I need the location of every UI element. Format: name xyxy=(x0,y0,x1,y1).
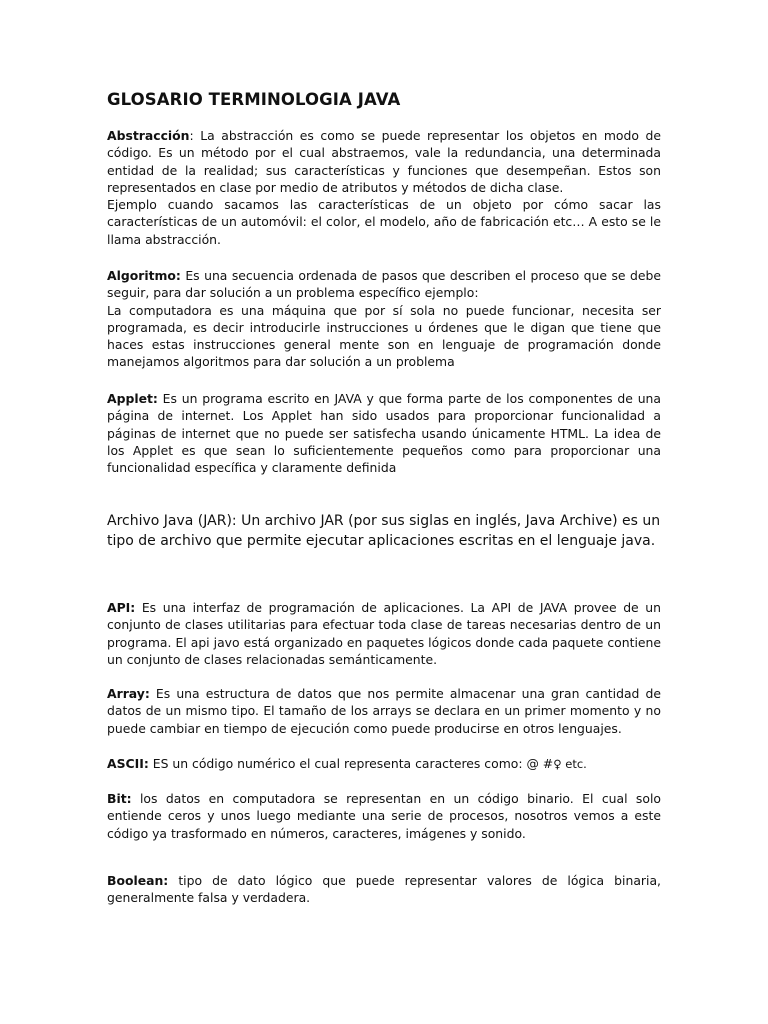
example-algoritmo: La computadora es una máquina que por sí sola no puede funcionar, necesita ser programada, es decir introducirle instrucciones u órdenes que le digan que tiene que haces estas instrucciones general mente son en lenguaje de programación donde manejamos algoritmos para dar solución a un problema xyxy=(107,302,661,370)
glossary-entry-array xyxy=(107,685,661,737)
term-boolean: Boolean: xyxy=(107,873,169,888)
definition-archivo-java: Archivo Java (JAR): Un archivo JAR (por sus siglas en inglés, Java Archive) es un tipo de archivo que permite ejecutar aplicaciones escritas en el lenguaje java. xyxy=(107,513,661,549)
term-bit: Bit: xyxy=(107,791,132,806)
glossary-entry-ascii xyxy=(107,755,661,773)
definition-algoritmo: Es una secuencia ordenada de pasos que describen el proceso que se debe seguir, para dar solución a un problema específico ejemplo: xyxy=(107,268,661,301)
term-ascii: ASCII: xyxy=(107,756,149,771)
term-api: API: xyxy=(107,600,136,615)
term-abstraccion: Abstracción xyxy=(107,128,190,143)
ascii-symbols: ♀ etc. xyxy=(553,757,587,771)
definition-applet: Es un programa escrito en JAVA y que forma parte de los componentes de una página de internet. Los Applet han sido usados para proporcionar funcionalidad a páginas de internet que no puede ser satisfecha usando únicamente HTML. La idea de los Applet es que sean lo suficientemente pequeños como para proporcionar una funcionalidad específica y claramente definida xyxy=(107,391,661,476)
glossary-entry-api xyxy=(107,599,661,668)
glossary-entry-boolean xyxy=(107,872,661,907)
term-algoritmo: Algoritmo: xyxy=(107,268,181,283)
definition-ascii: ES un código numérico el cual representa caracteres como: @ # xyxy=(148,756,554,771)
glossary-entry-abstraccion xyxy=(107,127,661,248)
document-title: GLOSARIO TERMINOLOGIA JAVA xyxy=(107,90,401,109)
definition-abstraccion: La abstracción es como se puede representar los objetos en modo de código. Es un método por el cual abstraemos, vale la redundancia, una determinada entidad de la realidad; sus características y funciones que desempeñan. Estos son representados en clase por medio de atributos y métodos de dicha clase. xyxy=(107,128,661,195)
definition-boolean: tipo de dato lógico que puede representar valores de lógica binaria, generalmente falsa y verdadera. xyxy=(107,873,661,906)
glossary-entry-archivo-java xyxy=(107,512,661,551)
term-applet: Applet: xyxy=(107,391,158,406)
definition-bit: los datos en computadora se representan en un código binario. El cual solo entiende ceros y unos luego mediante una serie de procesos, nosotros vemos a este código ya trasformado en números, caracteres, imágenes y sonido. xyxy=(107,791,661,841)
glossary-entry-applet xyxy=(107,390,661,476)
term-array: Array: xyxy=(107,686,150,701)
term-separator: : xyxy=(189,128,194,143)
definition-api: Es una interfaz de programación de aplicaciones. La API de JAVA provee de un conjunto de clases utilitarias para efectuar toda clase de tareas necesarias dentro de un programa. El api javo está organizado en paquetes lógicos donde cada paquete contiene un conjunto de clases relacionadas semánticamente. xyxy=(107,600,661,667)
example-abstraccion: Ejemplo cuando sacamos las características de un objeto por cómo sacar las características de un automóvil: el color, el modelo, año de fabricación etc… A esto se le llama abstracción. xyxy=(107,197,661,247)
glossary-entry-bit xyxy=(107,790,661,842)
definition-array: Es una estructura de datos que nos permite almacenar una gran cantidad de datos de un mismo tipo. El tamaño de los arrays se declara en un primer momento y no puede cambiar en tiempo de ejecución como puede producirse en otros lenguajes. xyxy=(107,686,661,736)
glossary-entry-algoritmo xyxy=(107,267,661,371)
